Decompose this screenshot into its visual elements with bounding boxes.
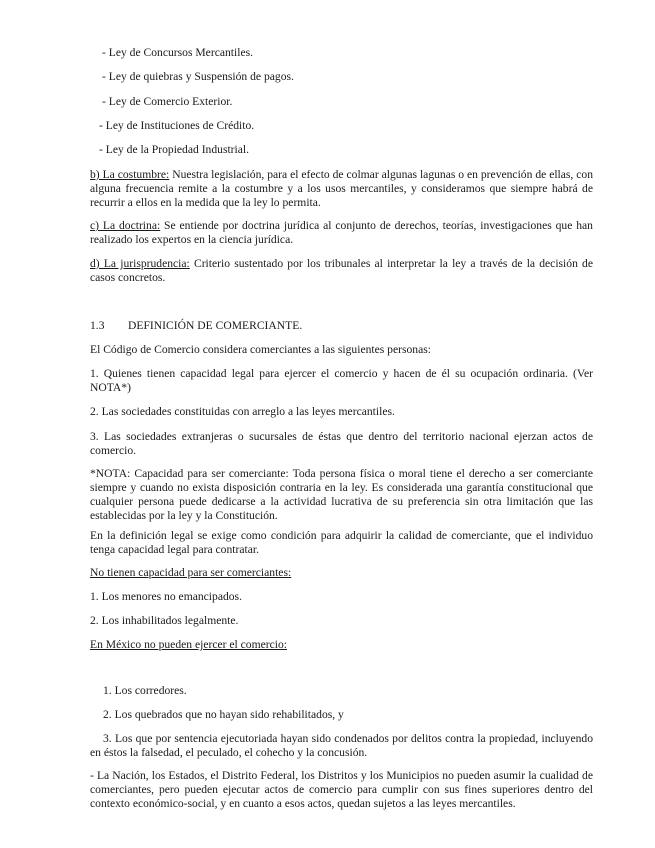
jurisprudencia-paragraph: [90, 257, 593, 285]
mexico-item: 3. Los que por sentencia ejecutoriada hayan sido condenados por delitos contra la propiedad, incluyendo en éstos la falsedad, el peculado, el cohecho y la concusión.: [90, 732, 593, 759]
doctrina-text: Se entiende por doctrina jurídica al conjunto de derechos, teorías, investigaciones que han realizado los expertos en la ciencia jurídica.: [90, 219, 593, 246]
no-capacity-item: 1. Los menores no emancipados.: [90, 590, 242, 603]
intro-paragraph: El Código de Comercio considera comerciantes a las siguientes personas:: [90, 343, 431, 356]
definition-paragraph: En la definición legal se exige como condición para adquirir la calidad de comerciante, que el individuo tenga capacidad legal para contratar.: [90, 529, 593, 556]
doctrina-label: c) La doctrina:: [90, 219, 161, 232]
section-heading: [90, 319, 593, 333]
jurisprudencia-text: Criterio sustentado por los tribunales al interpretar la ley a través de la decisión de casos concretos.: [90, 257, 593, 284]
mexico-item: 1. Los corredores.: [103, 684, 187, 697]
list-item-law: - Ley de Concursos Mercantiles.: [102, 46, 253, 59]
merchant-item: 1. Quienes tienen capacidad legal para ejercer el comercio y hacen de él su ocupación ordinaria. (Ver NOTA*): [90, 367, 593, 394]
jurisprudencia-label: d) La jurisprudencia:: [90, 257, 190, 270]
costumbre-paragraph: [90, 168, 593, 210]
list-item-law: - Ley de Comercio Exterior.: [102, 95, 233, 108]
no-capacity-item: 2. Los inhabilitados legalmente.: [90, 614, 239, 627]
section-number: 1.3: [90, 319, 105, 332]
nota-paragraph: *NOTA: Capacidad para ser comerciante: Toda persona física o moral tiene el derecho a ser comerciante siempre y cuando no exista disposición contraria en la ley. Es considerada una garantía constitucional que cualquier persona puede dedicarse a la actividad lucrativa de su preferencia sin otra limitación que las establecidas por la ley y la Constitución.: [90, 467, 593, 522]
list-item-law: - Ley de quiebras y Suspensión de pagos.: [102, 70, 294, 83]
no-capacity-heading: No tienen capacidad para ser comerciantes:: [90, 566, 292, 579]
nacion-paragraph: - La Nación, los Estados, el Distrito Federal, los Distritos y los Municipios no pueden asumir la cualidad de comerciantes, pero pueden ejecutar actos de comercio para cumplir con sus fines superiores dentro del contexto económico-social, y en cuanto a esos actos, quedan sujetos a las leyes mercantiles.: [90, 769, 593, 810]
doctrina-paragraph: [90, 219, 593, 247]
mexico-item: 2. Los quebrados que no hayan sido rehabilitados, y: [103, 708, 344, 721]
section-title: DEFINICIÓN DE COMERCIANTE.: [128, 319, 303, 332]
costumbre-text: Nuestra legislación, para el efecto de colmar algunas lagunas o en prevención de ellas, con alguna frecuencia remite a la costumbre y a los usos mercantiles, y consideramos que siempre habrá de recurrir a ellos en la medida que la ley lo permita.: [90, 168, 593, 209]
mexico-heading: En México no pueden ejercer el comercio:: [90, 638, 288, 651]
costumbre-label: b) La costumbre:: [90, 168, 170, 181]
list-item-law: - Ley de la Propiedad Industrial.: [99, 143, 250, 156]
list-item-law: - Ley de Instituciones de Crédito.: [99, 119, 255, 132]
merchant-item: 2. Las sociedades constituidas con arreglo a las leyes mercantiles.: [90, 405, 395, 418]
merchant-item: 3. Las sociedades extranjeras o sucursales de éstas que dentro del territorio nacional ejerzan actos de comercio.: [90, 430, 593, 457]
